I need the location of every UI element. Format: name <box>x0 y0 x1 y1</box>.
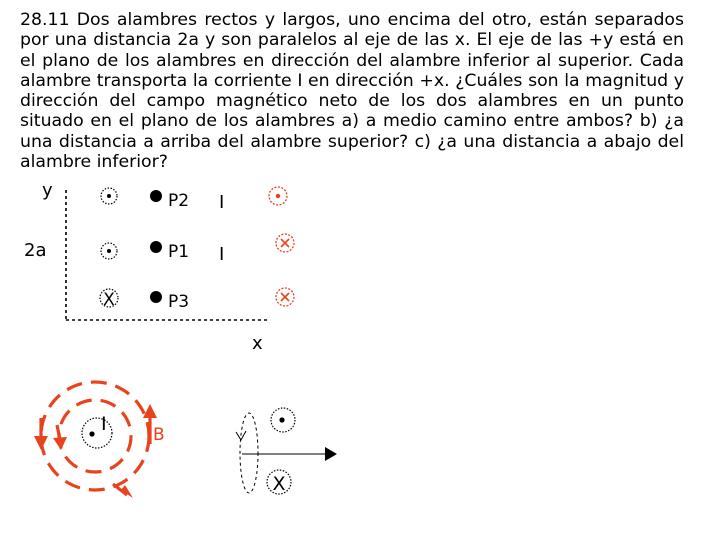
x-axis-label: x <box>252 333 263 354</box>
field-loop <box>240 413 258 493</box>
point-p1-marker <box>150 241 162 253</box>
dot-out-symbol <box>101 188 117 204</box>
points <box>150 190 189 312</box>
left-field-symbols <box>100 188 118 310</box>
point-p3-label: P3 <box>168 292 190 312</box>
field-arrow-bottom-icon <box>113 484 133 498</box>
red-cross-in-symbol <box>276 234 294 252</box>
dot-out-symbol <box>271 408 295 432</box>
coordinate-axes <box>24 180 268 354</box>
field-label: B <box>153 425 165 445</box>
current-label-top: I <box>219 192 225 213</box>
loop-cross-text: X <box>272 473 286 495</box>
current-dot <box>89 431 94 436</box>
circular-field-illustration <box>34 382 165 498</box>
point-p1-label: P1 <box>168 242 190 262</box>
field-line-outer <box>41 382 149 490</box>
current-wire-icon <box>82 418 112 448</box>
point-p2-marker <box>150 190 162 202</box>
cross-in-symbol <box>267 470 291 495</box>
wire-arrow-icon <box>325 447 337 461</box>
red-dot-out-symbol <box>269 187 287 205</box>
wire-loop-illustration <box>236 408 337 495</box>
red-cross-in-symbol <box>276 288 294 306</box>
point-p3-marker <box>150 291 162 303</box>
cross-symbol-text: X <box>103 290 115 310</box>
current-label-bottom: I <box>219 244 225 265</box>
right-field-symbols <box>269 187 294 306</box>
separation-label: 2a <box>24 240 47 261</box>
problem-statement: 28.11 Dos alambres rectos y largos, uno encima del otro, están separados por una distancia 2a y son paralelos al eje de las x. El eje de las +y está en el plano de los alambres en dirección del alambre inferior al superior. Cada alambre transporta la corriente I en dirección +x. ¿Cuáles son la magnitud y dirección del campo magnético neto de los dos alambres en un punto situado en el plano de los alambres a) a medio camino entre ambos? b) ¿a una distancia a arriba del alambre superior? c) ¿a una distancia a abajo del alambre inferior? <box>20 10 684 173</box>
field-arrow-left-outer-icon <box>34 418 48 450</box>
dot-out-symbol <box>101 243 117 259</box>
point-p2-label: P2 <box>168 191 190 211</box>
field-line-middle <box>59 400 131 472</box>
field-current-label: I <box>101 413 107 435</box>
field-arrow-left-icon <box>53 425 67 450</box>
cross-in-symbol <box>100 289 118 310</box>
y-axis-label: y <box>42 180 53 201</box>
